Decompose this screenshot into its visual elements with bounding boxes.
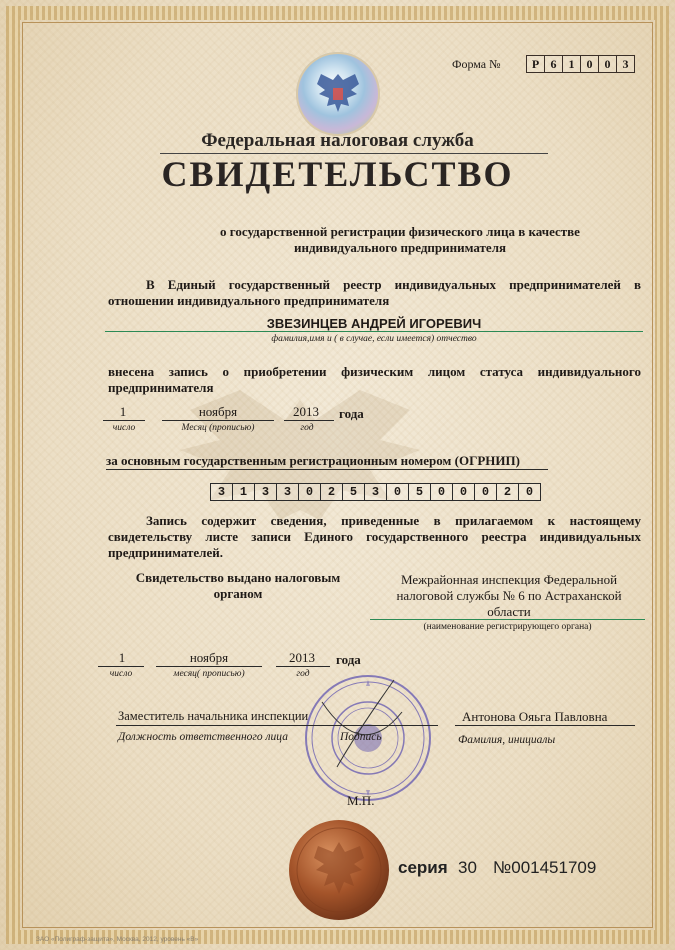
record-day-caption: число [112, 423, 136, 433]
document-subtitle: о государственной регистрации физического лица в качестве индивидуального предпринимателя [220, 224, 580, 255]
stamp-place-label: М.П. [347, 793, 375, 808]
record-month-line [162, 420, 274, 421]
double-headed-eagle-icon [313, 64, 363, 122]
issue-year-word: года [336, 652, 361, 667]
record-day: 1 [119, 404, 127, 419]
official-name-line [455, 725, 635, 726]
ogrnip-digit: 0 [386, 483, 409, 501]
ogrnip-digit: 3 [210, 483, 233, 501]
signature-line [116, 725, 438, 726]
form-number-label: Форма № [452, 57, 501, 71]
issue-day: 1 [118, 650, 126, 665]
record-month: ноября [198, 404, 238, 419]
form-code-char: 0 [598, 55, 617, 73]
form-code-char: 6 [544, 55, 563, 73]
issue-year-caption: год [296, 669, 310, 679]
official-name: Антонова Ояьга Павловна [462, 709, 608, 724]
ogrnip-digit: 2 [496, 483, 519, 501]
ogrnip-digit: 0 [430, 483, 453, 501]
ogrnip-boxes [211, 483, 541, 501]
issue-year-line [276, 666, 330, 667]
printer-imprint: ЗАО «Полиграф-защита», Москва, 2012, уровень «В» [36, 936, 199, 943]
record-month-caption: Месяц (прописью) [181, 423, 255, 433]
issue-month: ноября [189, 650, 229, 665]
record-year: 2013 [293, 404, 319, 419]
ogrnip-digit: 2 [320, 483, 343, 501]
issuing-organ: Межрайонная инспекция Федеральной налоговой службы № 6 по Астраханской области [396, 572, 622, 619]
official-position: Заместитель начальника инспекции [118, 709, 309, 723]
issued-by-label: Свидетельство выдано налоговым органом [135, 570, 341, 601]
issuing-organ-caption: (наименование регистрирующего органа) [423, 622, 592, 632]
ogrnip-label: за основным государственным регистрационным номером (ОГРНИП) [106, 453, 520, 468]
record-year-line [284, 420, 334, 421]
ogrnip-digit: 0 [474, 483, 497, 501]
ogrnip-digit: 3 [364, 483, 387, 501]
record-day-line [103, 420, 145, 421]
issuing-organ-underline [370, 619, 645, 620]
signature-caption: Подпись [340, 731, 382, 743]
issue-month-line [156, 666, 262, 667]
issue-day-caption: число [109, 669, 133, 679]
form-code-char: 3 [616, 55, 635, 73]
form-code-char: 1 [562, 55, 581, 73]
agency-name: Федеральная налоговая служба [201, 130, 474, 151]
certificate-number: №001451709 [493, 858, 597, 877]
ogrnip-digit: 1 [232, 483, 255, 501]
official-name-caption: Фамилия, инициалы [458, 734, 556, 746]
position-caption: Должность ответственного лица [118, 731, 288, 743]
document-title: СВИДЕТЕЛЬСТВО [161, 154, 514, 194]
ogrnip-digit: 0 [298, 483, 321, 501]
person-name-underline [105, 331, 643, 332]
issue-day-line [98, 666, 144, 667]
record-year-caption: год [300, 423, 314, 433]
intro-paragraph: В Единый государственный реестр индивидуальных предпринимателей в отношении индивидуального предпринимателя [108, 277, 641, 308]
person-name: ЗВЕЗИНЦЕВ АНДРЕЙ ИГОРЕВИЧ [266, 316, 482, 331]
ogrnip-label-underline [106, 469, 548, 470]
ogrnip-digit: 5 [408, 483, 431, 501]
person-name-caption: фамилия,имя и ( в случае, если имеется) отчество [271, 334, 477, 344]
copper-seal [288, 818, 390, 922]
ogrnip-digit: 0 [518, 483, 541, 501]
series-value: 30 [458, 858, 477, 877]
form-code-char: 0 [580, 55, 599, 73]
ogrnip-digit: 3 [254, 483, 277, 501]
record-paragraph: внесена запись о приобретении физическим лицом статуса индивидуального предпринимателя [108, 364, 641, 395]
ogrnip-digit: 5 [342, 483, 365, 501]
record-year-word: года [339, 406, 364, 421]
ogrnip-digit: 0 [452, 483, 475, 501]
form-code-char: Р [526, 55, 545, 73]
series-label: серия [398, 858, 448, 877]
attachment-paragraph: Запись содержит сведения, приведенные в прилагаемом к настоящему свидетельству листе записи Единого государственного реестра индивидуальных предпринимателей. [108, 513, 641, 560]
issue-month-caption: месяц( прописью) [173, 669, 245, 679]
form-code-boxes [527, 55, 635, 73]
issue-year: 2013 [289, 650, 315, 665]
ogrnip-digit: 3 [276, 483, 299, 501]
